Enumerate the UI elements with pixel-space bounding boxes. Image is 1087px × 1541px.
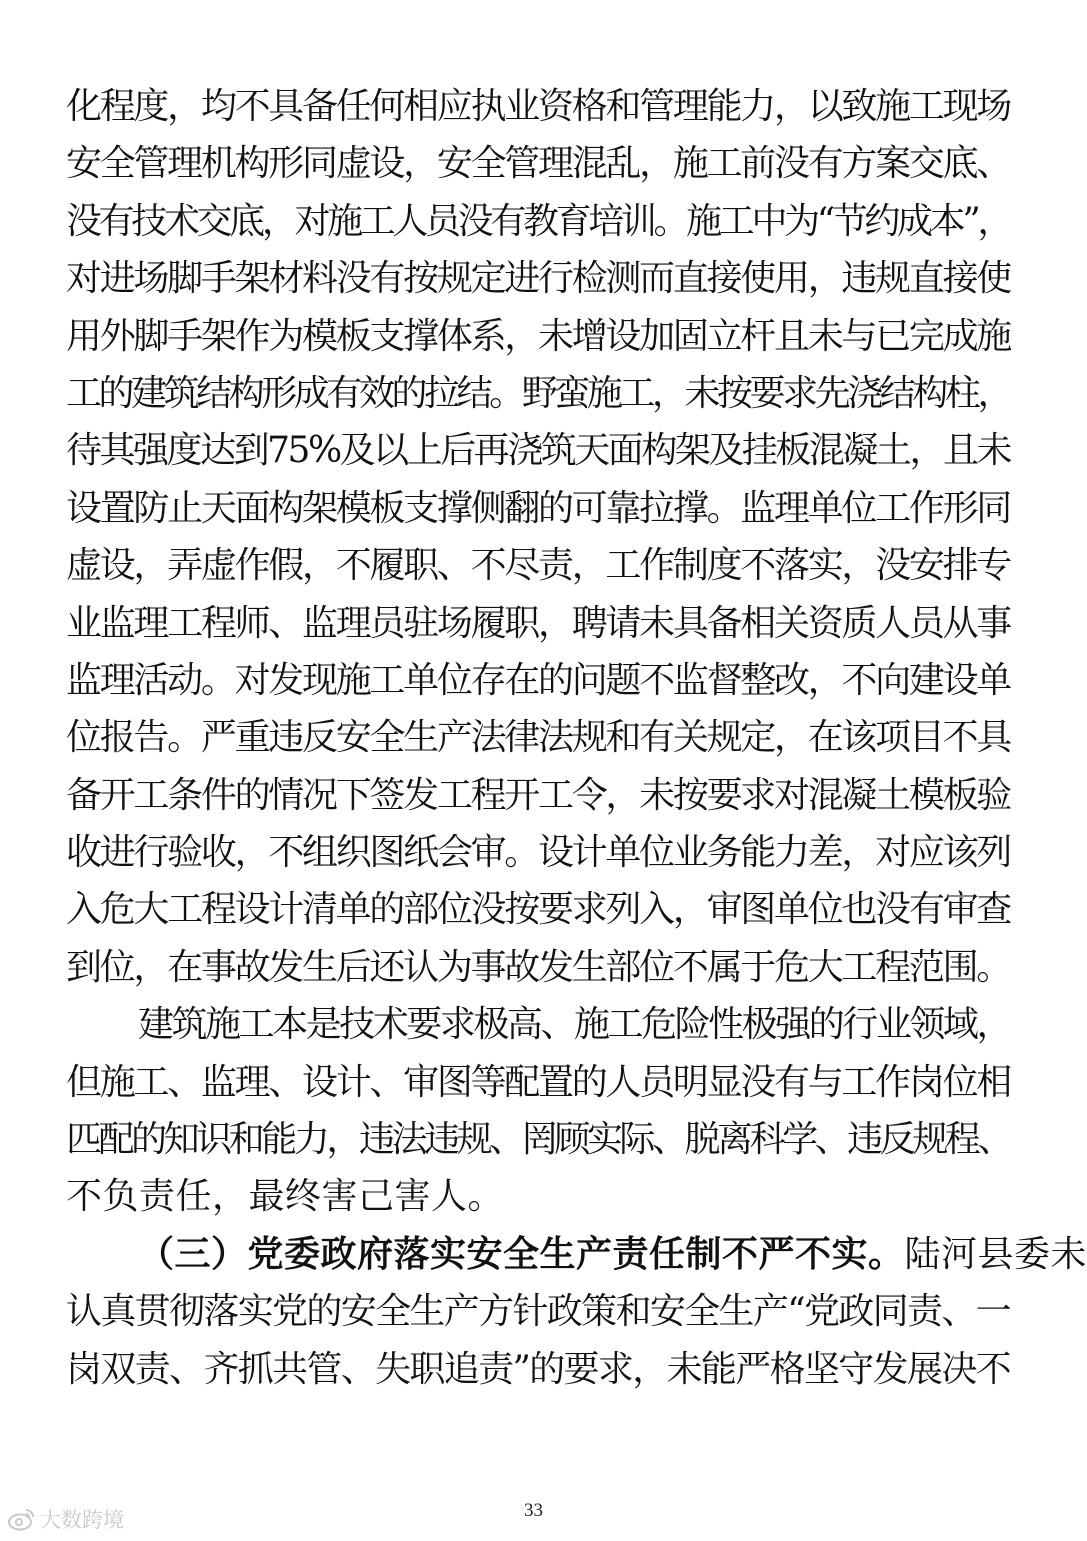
text-line: 工的建筑结构形成有效的拉结。野蛮施工，未按要求先浇结构柱，	[66, 372, 1010, 414]
text-line: 待其强度达到75%及以上后再浇筑天面构架及挂板混凝土，且未	[66, 430, 1010, 472]
text-line: 对进场脚手架材料没有按规定进行检测而直接使用，违规直接使	[66, 258, 1010, 300]
text-line: 监理活动。对发现施工单位存在的问题不监督整改，不向建设单	[66, 659, 1010, 701]
watermark	[8, 1504, 124, 1534]
paragraph-2	[66, 996, 1010, 1226]
heading-line-rest: 陆河县委未	[904, 1233, 1087, 1275]
text-line: 位报告。严重违反安全生产法律法规和有关规定，在该项目不具	[66, 717, 1010, 759]
text-line: 虚设，弄虚作假，不履职、不尽责，工作制度不落实，没安排专	[66, 545, 1010, 587]
text-line: 化程度，均不具备任何相应执业资格和管理能力，以致施工现场	[66, 86, 1010, 127]
paragraph-1	[66, 78, 1010, 996]
text-line: 用外脚手架作为模板支撑体系，未增设加固立杆且未与已完成施	[66, 315, 1010, 357]
document-page	[66, 78, 1087, 1398]
text-line: 建筑施工本是技术要求极高、施工危险性极强的行业领域，	[138, 1004, 1010, 1046]
text-line: 设置防止天面构架模板支撑侧翻的可靠拉撑。监理单位工作形同	[66, 487, 1010, 529]
text-line: 到位，在事故发生后还认为事故发生部位不属于危大工程范围。	[66, 946, 1010, 988]
text-line: 没有技术交底，对施工人员没有教育培训。施工中为“节约成本”，	[66, 200, 1011, 242]
text-line: 匹配的知识和能力，违法违规、罔顾实际、脱离科学、违反规程、	[66, 1119, 1010, 1161]
section-heading: （三）党委政府落实安全生产责任制不严不实。	[138, 1233, 905, 1275]
text-line: 认真贯彻落实党的安全生产方针政策和安全生产“党政同责、一	[66, 1291, 1011, 1333]
text-line: 不负责任，最终害己害人。	[66, 1176, 505, 1218]
weibo-logo-icon	[8, 1507, 36, 1531]
text-line: 收进行验收，不组织图纸会审。设计单位业务能力差，对应该列	[66, 832, 1010, 874]
text-line: 业监理工程师、监理员驻场履职，聘请未具备相关资质人员从事	[66, 602, 1010, 644]
page-number: 33	[524, 1500, 543, 1521]
text-line: 安全管理机构形同虚设，安全管理混乱，施工前没有方案交底、	[66, 143, 1010, 185]
text-line	[66, 1226, 1087, 1283]
paragraph-3	[66, 1226, 1087, 1398]
text-line: 但施工、监理、设计、审图等配置的人员明显没有与工作岗位相	[66, 1061, 1010, 1103]
text-line: 岗双责、齐抓共管、失职追责”的要求，未能严格坚守发展决不	[66, 1348, 1011, 1390]
watermark-text: 大数跨境	[40, 1508, 124, 1532]
text-line: 备开工条件的情况下签发工程开工令，未按要求对混凝土模板验	[66, 774, 1010, 816]
text-line: 入危大工程设计清单的部位没按要求列入，审图单位也没有审查	[66, 889, 1010, 931]
